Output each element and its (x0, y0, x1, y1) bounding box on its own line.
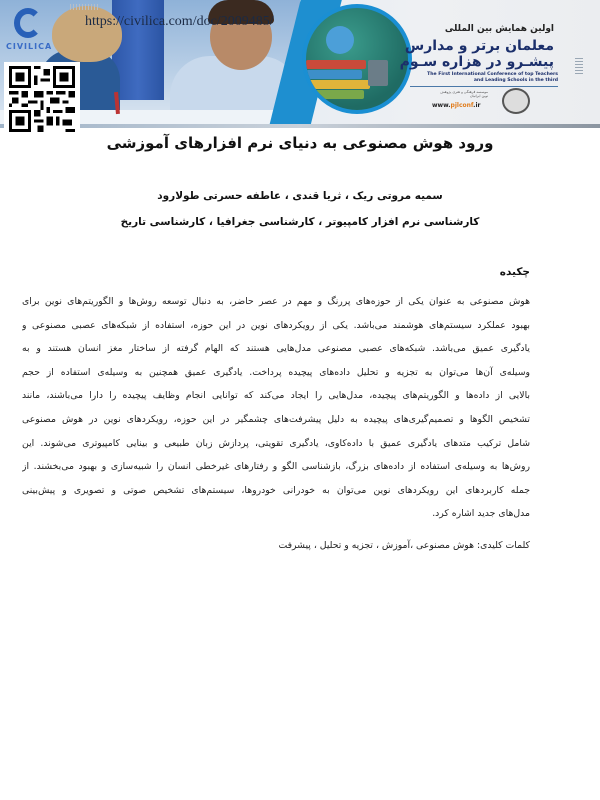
abstract-line: بهبود عملکرد سیستم‌های هوشمند می‌باشد. یکی از رویکردهای نوین در این حوزه، استفاده از شبکه‌های عصبی مصنوعی و (22, 319, 530, 331)
paper-title: ورود هوش مصنوعی به دنیای نرم افزارهای آموزشی (106, 134, 494, 152)
publisher-url-prefix: www. (432, 102, 451, 109)
civilica-c-icon (14, 8, 42, 38)
paper-authors: سمیه مروتی ریک ، ثریا قندی ، عاطفه حسرتی طولارود (157, 190, 443, 202)
abstract-line: هوش مصنوعی به عنوان یکی از حوزه‌های پررنگ و مهم در عصر حاضر، به دنبال توسعه روش‌ها و الگوریتم‌های نوین برای (22, 296, 530, 307)
globe-icon (326, 26, 354, 54)
conference-title-english (410, 72, 558, 84)
conference-title-english-line-1: The First International Conference of top Teachers (427, 72, 558, 77)
conference-title (354, 38, 554, 70)
book-icon (306, 90, 364, 99)
conference-title-english-line-2: and Leading Schools in the third (473, 78, 558, 83)
book-icon (306, 70, 362, 79)
paper-affiliations: کارشناسی نرم افزار کامپیوتر ، کارشناسی جغرافیا ، کارشناسی تاریخ (120, 216, 480, 228)
decorative-dots (70, 4, 100, 10)
abstract-line: شامل ترکیب متدهای یادگیری عمیق با داده‌کاوی، یادگیری تقویتی، پردازش زبان طبیعی و بینایی کامپیوتری می‌شوند. این (22, 437, 530, 449)
keywords: کلمات کلیدی: هوش مصنوعی ،آموزش ، تجزیه و تحلیل ، پیشرفت (278, 540, 530, 551)
abstract-line: مدل‌های جدید اشاره کرد. (432, 508, 530, 520)
publisher-seal-icon (502, 88, 530, 114)
civilica-logo-text: CIVILICA (6, 42, 53, 51)
publisher-url-suffix: .ir (473, 102, 481, 109)
conference-title-line-2: پیشـرو در هزاره سـوم (399, 54, 554, 70)
banner-divider (410, 86, 558, 87)
abstract-line: یادگیری عمیق می‌باشد. شبکه‌های عصبی مصنوعی مدل‌هایی هستند که الهام گرفته از ساختار مغز انسان هستند و به (22, 343, 530, 355)
qr-code-icon (4, 62, 80, 136)
abstract-line: تشخیص الگوها و تصمیم‌گیری‌های پیچیده به دلیل پیشرفت‌های چشمگیر در این حوزه، رویکردهای نوین در هوش مصنوعی (22, 413, 530, 425)
abstract-line: بالایی از داده‌ها و الگوریتم‌های پیچیده، مدل‌هایی را ایجاد می‌کند که توانایی انجام وظایف پیچیده را دارا می‌باشند، مانند (22, 390, 530, 402)
abstract-line: وسیله‌ی آن‌ها می‌توان به تجزیه و تحلیل داده‌های پیچیده پرداخت. یادگیری عمیق همچنین به وسیله‌ی استفاده از حجم (22, 366, 530, 378)
document-url[interactable]: https://civilica.com/doc/2009485/ (85, 14, 274, 29)
book-icon (306, 80, 370, 89)
publisher-url-highlight: pjlconf (450, 102, 474, 109)
publisher-name: موسسه فرهنگی و هنری پژوهش نوین ایرانیان (440, 90, 488, 98)
civilica-logo[interactable] (4, 6, 56, 54)
abstract-heading: چکیده (499, 266, 530, 278)
abstract-line: جمله کاربردهای این رویکردهای نوین می‌توان به خودرانی خودروها، سیستم‌های تشخیص صوتی و تصویری و پیش‌بینی (22, 484, 530, 496)
publisher-url[interactable] (432, 102, 480, 109)
conference-title-small: اولین همایش بین المللی (444, 24, 554, 34)
decorative-dots (575, 56, 583, 74)
banner-bottom-edge (0, 124, 600, 128)
abstract-line: روش‌ها به وسیله‌ی استفاده از داده‌های بزرگ، بازشناسی الگو و رفتارهای غیرخطی انسان را شبیه‌سازی و بهبود می‌بخشند. از (22, 461, 530, 473)
abstract-body (22, 290, 530, 526)
conference-title-line-1: معلمان برتر و مدارس (404, 38, 554, 54)
